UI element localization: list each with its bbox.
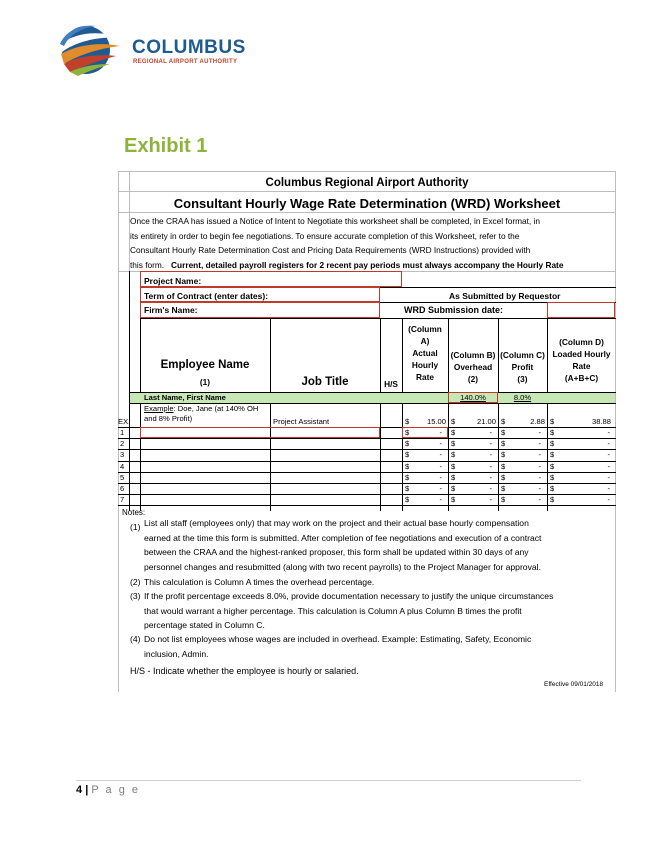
row-col-d-currency: $: [550, 472, 555, 482]
row-col-a-currency: $: [405, 484, 410, 493]
intro-line: Once the CRAA has issued a Notice of Intent to Negotiate this worksheet shall be completed, in Excel format, in: [130, 216, 540, 226]
row-col-d-currency: $: [550, 428, 555, 437]
row-col-d-currency: $: [550, 450, 555, 460]
header-line: Rate: [416, 372, 434, 382]
row-col-c-currency: $: [501, 439, 506, 449]
logo-title: COLUMBUS: [132, 37, 246, 58]
row-col-b-value: -: [489, 450, 492, 460]
header-line: (Column D): [559, 337, 604, 347]
row-col-b-value: -: [489, 439, 492, 449]
row-col-a-value: -: [439, 428, 442, 437]
note-line: This calculation is Column A times the overhead percentage.: [144, 577, 375, 587]
example-name-rest: : Doe, Jane (at 140% OH: [173, 404, 259, 413]
page-separator: |: [85, 784, 89, 796]
column-a-header: [402, 323, 448, 383]
row-col-d-currency: $: [550, 439, 555, 449]
page-number: 4: [76, 784, 83, 796]
header-line: Hourly: [411, 360, 439, 370]
row-col-b-currency: $: [451, 472, 456, 482]
profit-percent: 8.0%: [513, 393, 532, 402]
term-of-contract-label: Term of Contract (enter dates):: [144, 291, 269, 301]
row-col-b-value: -: [489, 428, 492, 437]
intro-paragraph: [130, 214, 614, 272]
row-col-b-currency: $: [451, 428, 456, 437]
example-col-b-currency: $: [451, 417, 456, 426]
note-line: If the profit percentage exceeds 8.0%, provide documentation necessary to justify the unique circumstances: [144, 591, 554, 601]
note-line: earned at the time this form is submitted. After completion of fee negotiations and execution of a contract: [144, 532, 542, 543]
page-word: P a g e: [91, 784, 140, 796]
job-title-header: Job Title: [301, 376, 349, 388]
row-col-c-currency: $: [501, 450, 506, 460]
employee-name-header-num: (1): [199, 377, 211, 387]
row-number: 5: [120, 472, 125, 482]
row-col-c-currency: $: [501, 461, 506, 471]
example-col-b-value: 21.00: [476, 417, 496, 426]
note-number: (2): [130, 577, 141, 587]
row-col-d-currency: $: [550, 461, 555, 471]
row-number: 2: [120, 439, 125, 449]
row-divider: [118, 472, 616, 473]
row-col-d-value: -: [607, 461, 610, 471]
row-col-a-currency: $: [405, 450, 410, 460]
note-number: (3): [130, 591, 141, 601]
row-col-a-currency: $: [405, 472, 410, 482]
row-1-rate-field[interactable]: [402, 427, 448, 438]
row-col-b-value: -: [489, 461, 492, 471]
note-line: inclusion, Admin.: [144, 648, 209, 659]
header-line: Actual: [412, 348, 438, 358]
example-col-a-currency: $: [405, 417, 410, 426]
row-col-a-value: -: [439, 450, 442, 460]
row-col-b-value: -: [489, 495, 492, 505]
example-col-d-value: 38.88: [591, 417, 611, 426]
intro-bold-requirement: Current, detailed payroll registers for 2 recent pay periods must always accompany the Hourly Rate: [171, 259, 564, 270]
example-name-line1: [144, 404, 258, 413]
row-col-c-value: -: [538, 428, 541, 437]
row-col-d-currency: $: [550, 495, 555, 505]
row-col-d-currency: $: [550, 484, 555, 493]
intro-plain: this form.: [130, 259, 165, 270]
airport-globe-logo-icon: [56, 20, 122, 76]
firm-name-field[interactable]: [140, 302, 380, 318]
note-line: Do not list employees whose wages are included in overhead. Example: Estimating, Safety, Economic: [144, 634, 532, 644]
worksheet-title: Consultant Hourly Wage Rate Determination (WRD) Worksheet: [173, 196, 561, 211]
row-divider: [118, 438, 616, 439]
wrd-worksheet: [118, 171, 616, 692]
intro-line: Consultant Hourly Rate Determination Cost and Pricing Data Requirements (WRD Instructions) provided with: [130, 245, 531, 255]
intro-line-last: [130, 258, 614, 273]
note-line: List all staff (employees only) that may work on the project and their actual base hourly compensation: [144, 518, 529, 528]
row-col-c-currency: $: [501, 472, 506, 482]
row-col-d-value: -: [607, 450, 610, 460]
header-line: (A+B+C): [564, 373, 599, 383]
row-col-a-currency: $: [405, 461, 410, 471]
as-submitted-label: As Submitted by Requestor: [449, 291, 561, 301]
wrd-submission-date-field[interactable]: [547, 302, 615, 318]
row-number: 4: [120, 461, 125, 471]
row-col-c-currency: $: [501, 484, 506, 493]
row-col-b-value: -: [489, 484, 492, 493]
row-col-d-value: -: [607, 428, 610, 437]
row-divider: [118, 483, 616, 484]
example-job-title: Project Assistant: [273, 417, 330, 426]
firm-name-label: Firm's Name:: [144, 305, 198, 315]
example-col-a-value: 15.00: [426, 417, 446, 426]
row-col-d-value: -: [607, 484, 610, 493]
row-col-b-currency: $: [451, 461, 456, 471]
row-divider: [118, 505, 616, 506]
project-name-field[interactable]: [140, 271, 402, 287]
row-col-a-value: -: [439, 495, 442, 505]
row-col-d-value: -: [607, 495, 610, 505]
row-col-c-value: -: [538, 461, 541, 471]
row-col-b-currency: $: [451, 439, 456, 449]
note-number: (1): [130, 522, 141, 532]
example-prefix: Example: [144, 404, 174, 413]
example-col-d-currency: $: [550, 417, 555, 426]
row-number: 6: [120, 484, 125, 493]
row-col-a-value: -: [439, 439, 442, 449]
row-col-a-value: -: [439, 472, 442, 482]
effective-date: Effective 09/01/2018: [544, 681, 604, 688]
project-name-label: Project Name:: [144, 276, 202, 286]
row-col-b-currency: $: [451, 495, 456, 505]
row-divider: [118, 449, 616, 450]
row-col-c-value: -: [538, 495, 541, 505]
column-d-header: [547, 336, 616, 384]
row-col-a-value: -: [439, 461, 442, 471]
header-line: (Column C): [500, 350, 545, 360]
row-1-name-field[interactable]: [140, 427, 380, 438]
header-line: Loaded Hourly: [552, 349, 611, 359]
row-col-c-currency: $: [501, 495, 506, 505]
page-footer: [76, 784, 140, 796]
header-line: Rate: [572, 361, 591, 371]
columbus-logo: [56, 20, 256, 76]
header-line: (Column B): [450, 350, 496, 360]
exhibit-title: Exhibit 1: [124, 135, 208, 157]
row-col-d-value: -: [607, 472, 610, 482]
intro-line: its entirety in order to begin fee negotiations. To ensure accurate completion of this Worksheet, refer to the: [130, 230, 520, 241]
row-col-b-currency: $: [451, 450, 456, 460]
example-row-label: EX.: [118, 417, 131, 426]
hs-note: H/S - Indicate whether the employee is hourly or salaried.: [130, 666, 359, 676]
header-line: Overhead: [453, 362, 493, 372]
note-line: percentage stated in Column C.: [144, 620, 265, 630]
overhead-percent: 140.0%: [460, 393, 486, 402]
row-col-a-currency: $: [405, 439, 410, 449]
row-divider: [118, 461, 616, 462]
employee-name-header: Employee Name: [160, 359, 250, 371]
hs-header: H/S: [384, 379, 398, 389]
row-col-c-value: -: [538, 450, 541, 460]
example-name-line2: and 8% Profit): [144, 414, 193, 423]
example-col-c-currency: $: [501, 417, 506, 426]
header-line: A): [420, 336, 430, 346]
column-c-header: [498, 349, 547, 385]
row-divider: [118, 494, 616, 495]
example-col-c-value: 2.88: [530, 417, 545, 426]
header-line: Profit: [511, 362, 534, 372]
row-col-c-value: -: [538, 472, 541, 482]
footer-divider: [76, 780, 581, 781]
row-col-c-currency: $: [501, 428, 506, 437]
row-col-a-value: -: [439, 484, 442, 493]
wrd-submission-date-label: WRD Submission date:: [404, 305, 504, 315]
note-line: personnel changes and resubmitted (along with two recent payrolls) to the Project Manager for approval.: [144, 561, 541, 572]
row-col-c-value: -: [538, 439, 541, 449]
header-line: (3): [517, 374, 528, 384]
note-line: that would warrant a higher percentage. This calculation is Column A plus Column B times the profit: [144, 605, 522, 616]
last-first-name-label: Last Name, First Name: [144, 393, 226, 402]
row-col-d-value: -: [607, 439, 610, 449]
notes-title: Notes:: [122, 508, 146, 517]
term-of-contract-field[interactable]: [140, 287, 380, 302]
row-col-b-value: -: [489, 472, 492, 482]
note-line: between the CRAA and the highest-ranked proposer, this form shall be updated within 30 days of any: [144, 547, 529, 557]
header-line: (Column: [408, 324, 442, 334]
row-col-a-currency: $: [405, 428, 410, 437]
row-col-c-value: -: [538, 484, 541, 493]
organization-title: Columbus Regional Airport Authority: [265, 177, 469, 189]
note-number: (4): [130, 634, 141, 644]
header-line: (2): [467, 374, 479, 384]
row-number: 7: [120, 495, 125, 505]
logo-subtitle: REGIONAL AIRPORT AUTHORITY: [133, 59, 238, 65]
row-number: 3: [120, 450, 125, 460]
row-col-b-currency: $: [451, 484, 456, 493]
column-b-header: [448, 349, 498, 385]
row-col-a-currency: $: [405, 495, 410, 505]
row-number: 1: [120, 428, 125, 437]
